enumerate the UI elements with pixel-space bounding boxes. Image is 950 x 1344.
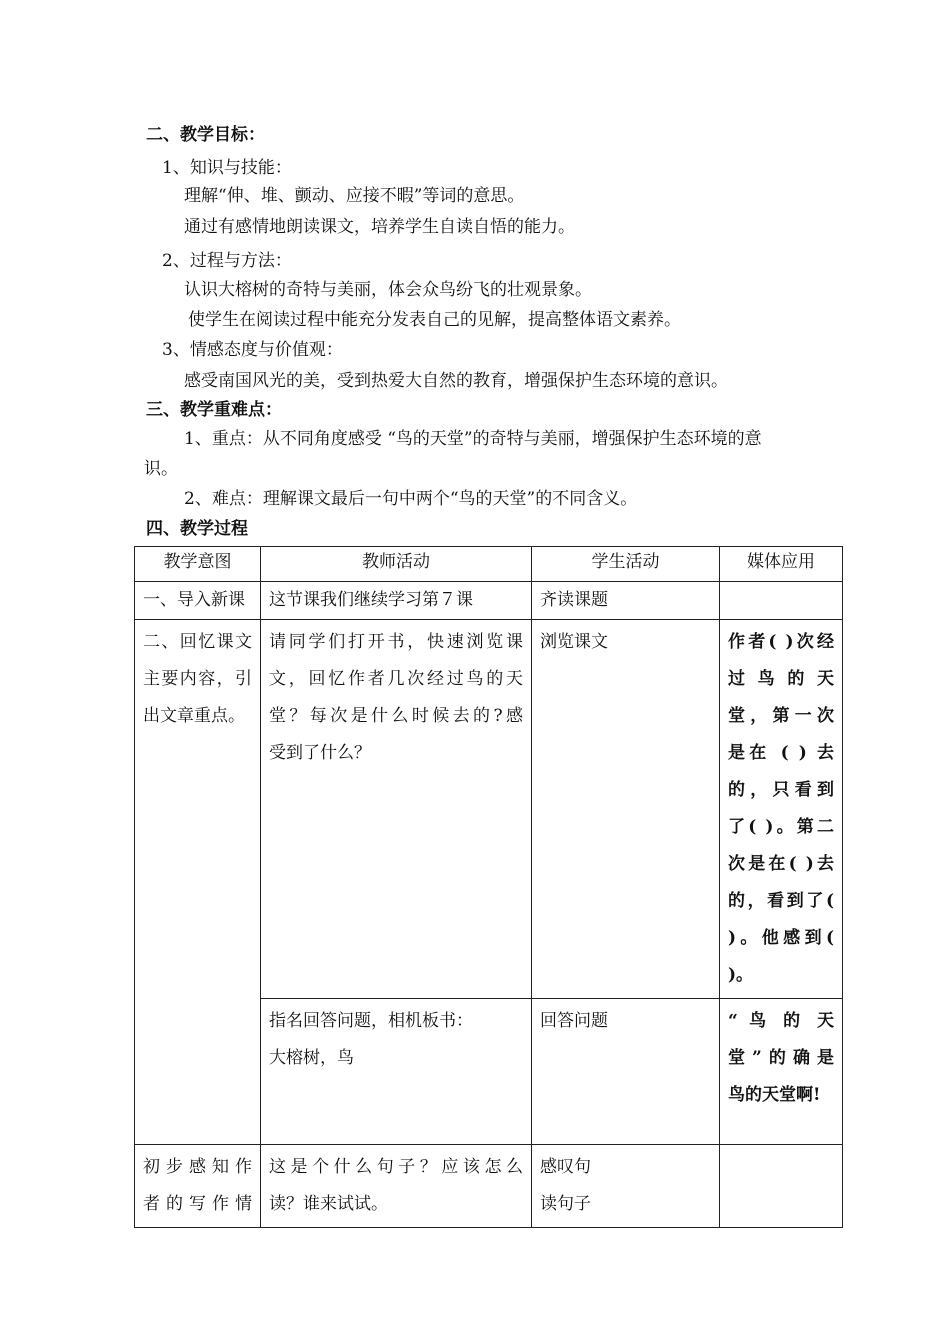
- row4-teacher-line: 读？谁来试试。: [269, 1194, 388, 1214]
- row3-teacher-line: 大榕树，鸟: [269, 1048, 354, 1068]
- table-row: [135, 582, 843, 620]
- objective-2-line-2: 使学生在阅读过程中能充分发表自己的见解，提高整体语文素养。: [188, 310, 681, 330]
- row2-teacher-line: 受到了什么？: [269, 743, 371, 763]
- row2-media-line: 过 鸟 的 天: [728, 669, 834, 689]
- row3-teacher: [261, 999, 532, 1145]
- table-header-row: [135, 547, 843, 582]
- row1-student: 齐读课题: [532, 582, 720, 620]
- row2-media-line: 是在 ( ) 去: [728, 743, 834, 763]
- row2-teacher: [261, 620, 532, 999]
- objective-1-line-1: 理解“伸、堆、颤动、应接不暇”等词的意思。: [184, 186, 525, 206]
- key-point-line-2: 识。: [144, 459, 178, 479]
- section-heading-key-points: 三、教学重难点：: [146, 400, 282, 420]
- row4-student-line: 读句子: [540, 1194, 591, 1214]
- difficulty-point: 2、难点：理解课文最后一句中两个“鸟的天堂”的不同含义。: [184, 489, 638, 509]
- row4-intent-line: 者的写作情: [143, 1194, 252, 1214]
- row2-media-line: 作者( )次经: [728, 632, 834, 652]
- section-heading-process: 四、教学过程: [146, 519, 248, 539]
- row2-media-line: )。他感到(: [728, 928, 834, 948]
- objective-2-title: 2、过程与方法：: [162, 251, 292, 271]
- row2-intent-line: 主要内容，引: [143, 669, 252, 689]
- header-student-activity: 学生活动: [532, 547, 720, 582]
- row4-student: [532, 1145, 720, 1228]
- section-heading-objectives: 二、教学目标：: [146, 125, 265, 145]
- row1-media: [720, 582, 843, 620]
- row2-intent-line: 出文章重点。: [143, 706, 245, 726]
- row2-media-line: 堂，第一次: [728, 706, 834, 726]
- header-media: 媒体应用: [720, 547, 843, 582]
- row3-media-line: “ 鸟 的 天: [728, 1011, 834, 1031]
- row3-teacher-line: 指名回答问题，相机板书：: [269, 1011, 473, 1031]
- objective-2-line-1: 认识大榕树的奇特与美丽，体会众鸟纷飞的壮观景象。: [184, 280, 592, 300]
- row4-teacher: [261, 1145, 532, 1228]
- objective-1-line-2: 通过有感情地朗读课文，培养学生自读自悟的能力。: [184, 217, 575, 237]
- row1-intent: 一、导入新课: [135, 582, 261, 620]
- teaching-process-table: [134, 546, 843, 1228]
- row2-student: 浏览课文: [532, 620, 720, 999]
- row2-teacher-line: 请同学们打开书，快速浏览课: [269, 632, 523, 652]
- row2-teacher-line: 文，回忆作者几次经过鸟的天: [269, 669, 523, 689]
- table-row: [135, 1145, 843, 1228]
- row2-intent: [135, 620, 261, 1145]
- row2-media-line: 次是在( )去: [728, 854, 834, 874]
- row1-teacher: 这节课我们继续学习第７课: [261, 582, 532, 620]
- header-intent: 教学意图: [135, 547, 261, 582]
- row3-media: [720, 999, 843, 1145]
- row2-intent-line: 二、回忆课文: [143, 632, 252, 652]
- row2-media-line: 的，只看到: [728, 780, 834, 800]
- row4-media: [720, 1145, 843, 1228]
- row4-student-line: 感叹句: [540, 1157, 591, 1177]
- key-point-line-1: 1、重点：从不同角度感受 “鸟的天堂”的奇特与美丽，增强保护生态环境的意: [184, 429, 762, 449]
- row3-student: 回答问题: [532, 999, 720, 1145]
- row4-teacher-line: 这是个什么句子？应该怎么: [269, 1157, 523, 1177]
- row2-media-line: 的，看到了(: [728, 891, 834, 911]
- row3-media-line: 鸟的天堂啊!: [728, 1085, 821, 1105]
- objective-3-line-1: 感受南国风光的美，受到热爱大自然的教育，增强保护生态环境的意识。: [184, 371, 728, 391]
- table-row: [135, 620, 843, 999]
- header-teacher-activity: 教师活动: [261, 547, 532, 582]
- row2-teacher-line: 堂？每次是什么时候去的?感: [269, 706, 523, 726]
- row2-media: [720, 620, 843, 999]
- row2-media-line: )。: [728, 965, 754, 985]
- objective-1-title: 1、知识与技能：: [162, 158, 292, 178]
- row3-media-line: 堂”的确是: [728, 1048, 834, 1068]
- row4-intent: [135, 1145, 261, 1228]
- row2-media-line: 了( )。第二: [728, 817, 834, 837]
- objective-3-title: 3、情感态度与价值观：: [162, 340, 343, 360]
- row4-intent-line: 初步感知作: [143, 1157, 252, 1177]
